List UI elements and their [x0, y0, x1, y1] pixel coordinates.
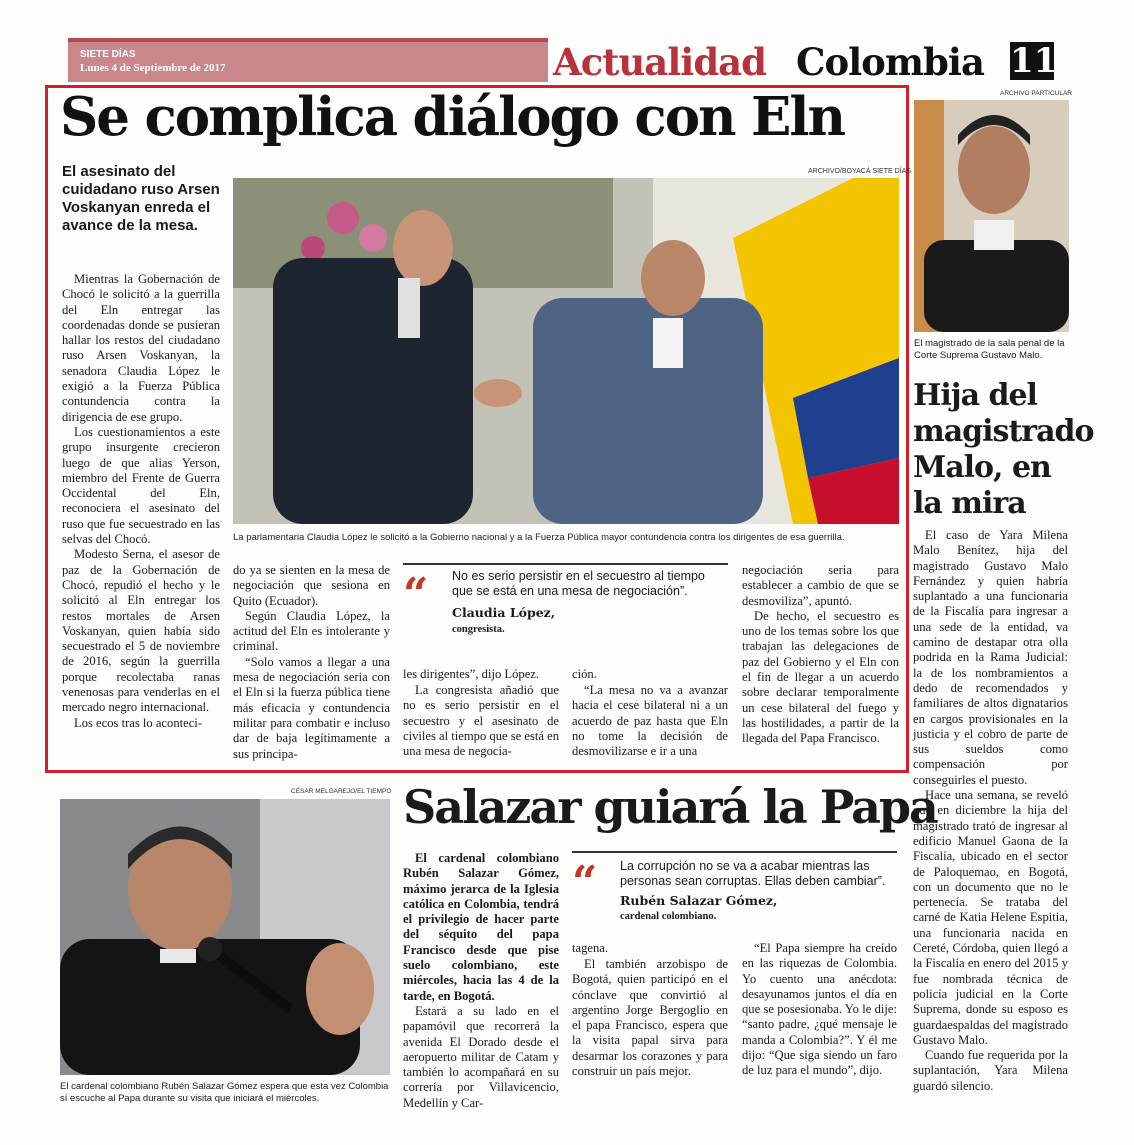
pull-quote-text: No es serio persistir en el secuestro al tiempo que se está en una mesa de negociación”. — [452, 569, 705, 598]
side-photo — [914, 100, 1069, 332]
paragraph: Según Claudia López, la actitud del Eln es intolerante y criminal. — [233, 608, 390, 654]
paragraph: “Solo vamos a llegar a una mesa de negociación seria con el Eln si la fuerza pública tiene más eficacia y contundencia militar para combatir e incluso dar de baja legítimamente a sus principa- — [233, 654, 390, 761]
main-photo — [233, 178, 899, 524]
section-country: Colombia — [796, 40, 984, 84]
paragraph: Los ecos tras lo aconteci- — [74, 715, 202, 730]
main-column-1 — [62, 272, 220, 731]
side-photo-credit: ARCHIVO PARTICULAR — [1000, 90, 1072, 97]
main-column-2 — [233, 563, 390, 762]
portrait-illustration — [914, 100, 1069, 332]
bottom-photo-caption: El cardenal colombiano Rubén Salazar Gómez espera que esta vez Colombia sí escuche al Papa durante su visita que iniciará el miércoles. — [60, 1081, 389, 1104]
main-column-4 — [572, 683, 728, 759]
main-lead: El asesinato del cuidadano ruso Arsen Voskanyan enreda el avance de la mesa. — [62, 163, 220, 234]
paragraph: Modesto Serna, el asesor de paz de la Gobernación de Chocó, repudió el hecho y le solicitó al Eln entregar los restos mortales de Arsen Voskanyan, quien había sido secuestrado el 5 de noviembre de 2016, según la guerrilla porque recolectaba ranas venenosas para venderlas en el mercado negro internacional. — [62, 547, 220, 715]
bottom-column-3 — [742, 941, 897, 1079]
side-headline: Hija del magistrado Malo, en la mira — [913, 378, 1094, 521]
main-photo-credit: ARCHIVO/BOYACÁ SIETE DÍAS — [808, 168, 911, 175]
paragraph: Estará a su lado en el papamóvil que recorrerá la avenida El Dorado desde el aeropuerto militar de Catam y también lo acompañará en su correría por Villavicencio, Medellín y Car- — [403, 1003, 559, 1110]
bottom-column-1 — [403, 851, 559, 1111]
side-photo-caption: El magistrado de la sala penal de la Corte Suprema Gustavo Malo. — [914, 338, 1065, 361]
paragraph-lead: El cardenal colombiano Rubén Salazar Gómez, máximo jerarca de la Iglesia católica en Colombia, tendrá el privilegio de hacer parte del séquito del papa Francisco desde que pise suelo colombiano, este miércoles, hacia las 4 de la tarde, en Bogotá. — [403, 851, 559, 1003]
pull-quote-author: Claudia López, — [452, 605, 556, 620]
bottom-column-2-continuation: tagena. — [572, 941, 609, 955]
publication-name: SIETE DÍAS — [80, 49, 136, 60]
header-band — [68, 38, 548, 82]
paragraph: De hecho, el secuestro es uno de los temas sobre los que trabajan las delegaciones de paz del Gobierno y el Eln con el fin de llegar a un acuerdo sobre declarar temporalmente un cese bilateral del fuego y las hostilidades, a partir de la llegada del Papa Francisco. — [742, 608, 899, 746]
quote-mark-icon: “ — [572, 857, 598, 908]
paragraph: El también arzobispo de Bogotá, quien participó en el cónclave que convirtió al argentino Jorge Bergoglio en el papa Francisco, espera que la visita papal sirva para desarmar los corazones y para construir un país mejor. — [572, 957, 728, 1079]
main-column-3-continuation: les dirigentes”, dijo López. — [403, 667, 540, 681]
page-header — [68, 38, 1068, 84]
paragraph: negociación seria para establecer a cambio de que se desmoviliza”, apuntó. — [742, 563, 899, 608]
bottom-headline: Salazar guiará la Papa — [403, 780, 937, 834]
handshake-photo-illustration — [233, 178, 899, 524]
issue-date: Lunes 4 de Septiembre de 2017 — [80, 62, 226, 74]
main-column-3 — [403, 683, 559, 759]
paragraph: La congresista añadió que no es serio persistir en el secuestro y el asesinato de civiles al tiempo que se está en una mesa de negocia- — [403, 683, 559, 759]
bottom-photo-credit: CÉSAR MELGAREJO/EL TIEMPO — [291, 788, 392, 795]
quote-mark-icon: “ — [403, 569, 429, 620]
bottom-column-2 — [572, 957, 728, 1079]
bottom-photo — [60, 799, 390, 1075]
paragraph: “La mesa no va a avanzar hacia el cese bilateral ni a un acuerdo de paz hasta que Eln no tome la decisión de desmovilizarse e ir a una — [572, 683, 728, 759]
paragraph: El caso de Yara Milena Malo Benítez, hija del magistrado Gustavo Malo Fernández y quien habría suplantado a una funcionaria de la Fiscalía para ingresar a una sede de la entidad, va camino de destapar otra olla podrida en la Rama Judicial: la de los nombramientos a dedo de recomendados y familiares de altos dignatarios en cargos provisionales en la justicia y el cobro de parte de sus sueldos como compensación por conseguirles el puesto. — [913, 528, 1068, 787]
pull-quote-text: La corrupción no se va a acabar mientras las personas sean corruptas. Ellas deben cambiar”. — [620, 859, 886, 888]
main-photo-caption: La parlamentaria Claudia López le solicitó a la Gobierno nacional y a la Fuerza Pública mayor contundencia contra los dirigentes de esa guerrilla. — [233, 532, 845, 543]
section-title: Actualidad — [553, 40, 767, 84]
paragraph: “El Papa siempre ha creído en las riquezas de Colombia. Yo cuento una anécdota: desayunamos juntos el día en que se posesionaba. Yo le dije: “santo padre, ¿qué mensaje le manda a Colombia?”. Y él me dijo: “Que siga siendo un faro de luz para el mundo”, dijo. — [742, 941, 897, 1078]
paragraph: Los cuestionamientos a este grupo insurgente crecieron luego de que alias Yerson, miembro del Frente de Guerra Occidental del Eln, reconociera el asesinato del ruso que fue secuestrado en las selvas del Chocó. — [62, 424, 220, 547]
main-column-5 — [742, 563, 899, 747]
paragraph: Mientras la Gobernación de Chocó le solicitó a la guerrilla del Eln entregar las coordenadas donde se pusieran hallar los restos del ciudadano ruso Arsen Voskanyan, la senadora Claudia López le exigió a la Fuerza Pública contundencia contra la dirigencia de ese grupo. — [62, 272, 220, 424]
main-headline: Se complica diálogo con Eln — [60, 86, 845, 148]
pull-quote-author: Rubén Salazar Gómez, — [620, 893, 778, 908]
pull-quote-role: congresista. — [452, 624, 505, 635]
cardinal-photo-illustration — [60, 799, 390, 1075]
main-column-4-continuation: ción. — [572, 667, 597, 681]
pull-quote-role: cardenal colombiano. — [620, 911, 717, 922]
paragraph: Cuando fue requerida por la suplantación, Yara Milena guardó silencio. — [913, 1048, 1068, 1093]
paragraph: do ya se sienten en la mesa de negociación que sesiona en Quito (Ecuador). — [233, 563, 390, 608]
paragraph: Hace una semana, se reveló que en diciembre la hija del magistrado trató de ingresar al edificio Manuel Gaona de la Fiscalía, ubicado en el sector de Paloquemao, en Bogotá, con un documento que no le pertenecía. Se trataba del carné de Katia Helene Espitia, una funcionaria nacida en Cereté, Córdoba, quien llegó a la Fiscalía en enero del 2015 y fue nombrada técnica de policía judicial en la Corte Suprema, donde su esposo es guardaespaldas del magistrado Gustavo Malo. — [913, 788, 1068, 1047]
page-number: 11 — [1010, 41, 1058, 81]
